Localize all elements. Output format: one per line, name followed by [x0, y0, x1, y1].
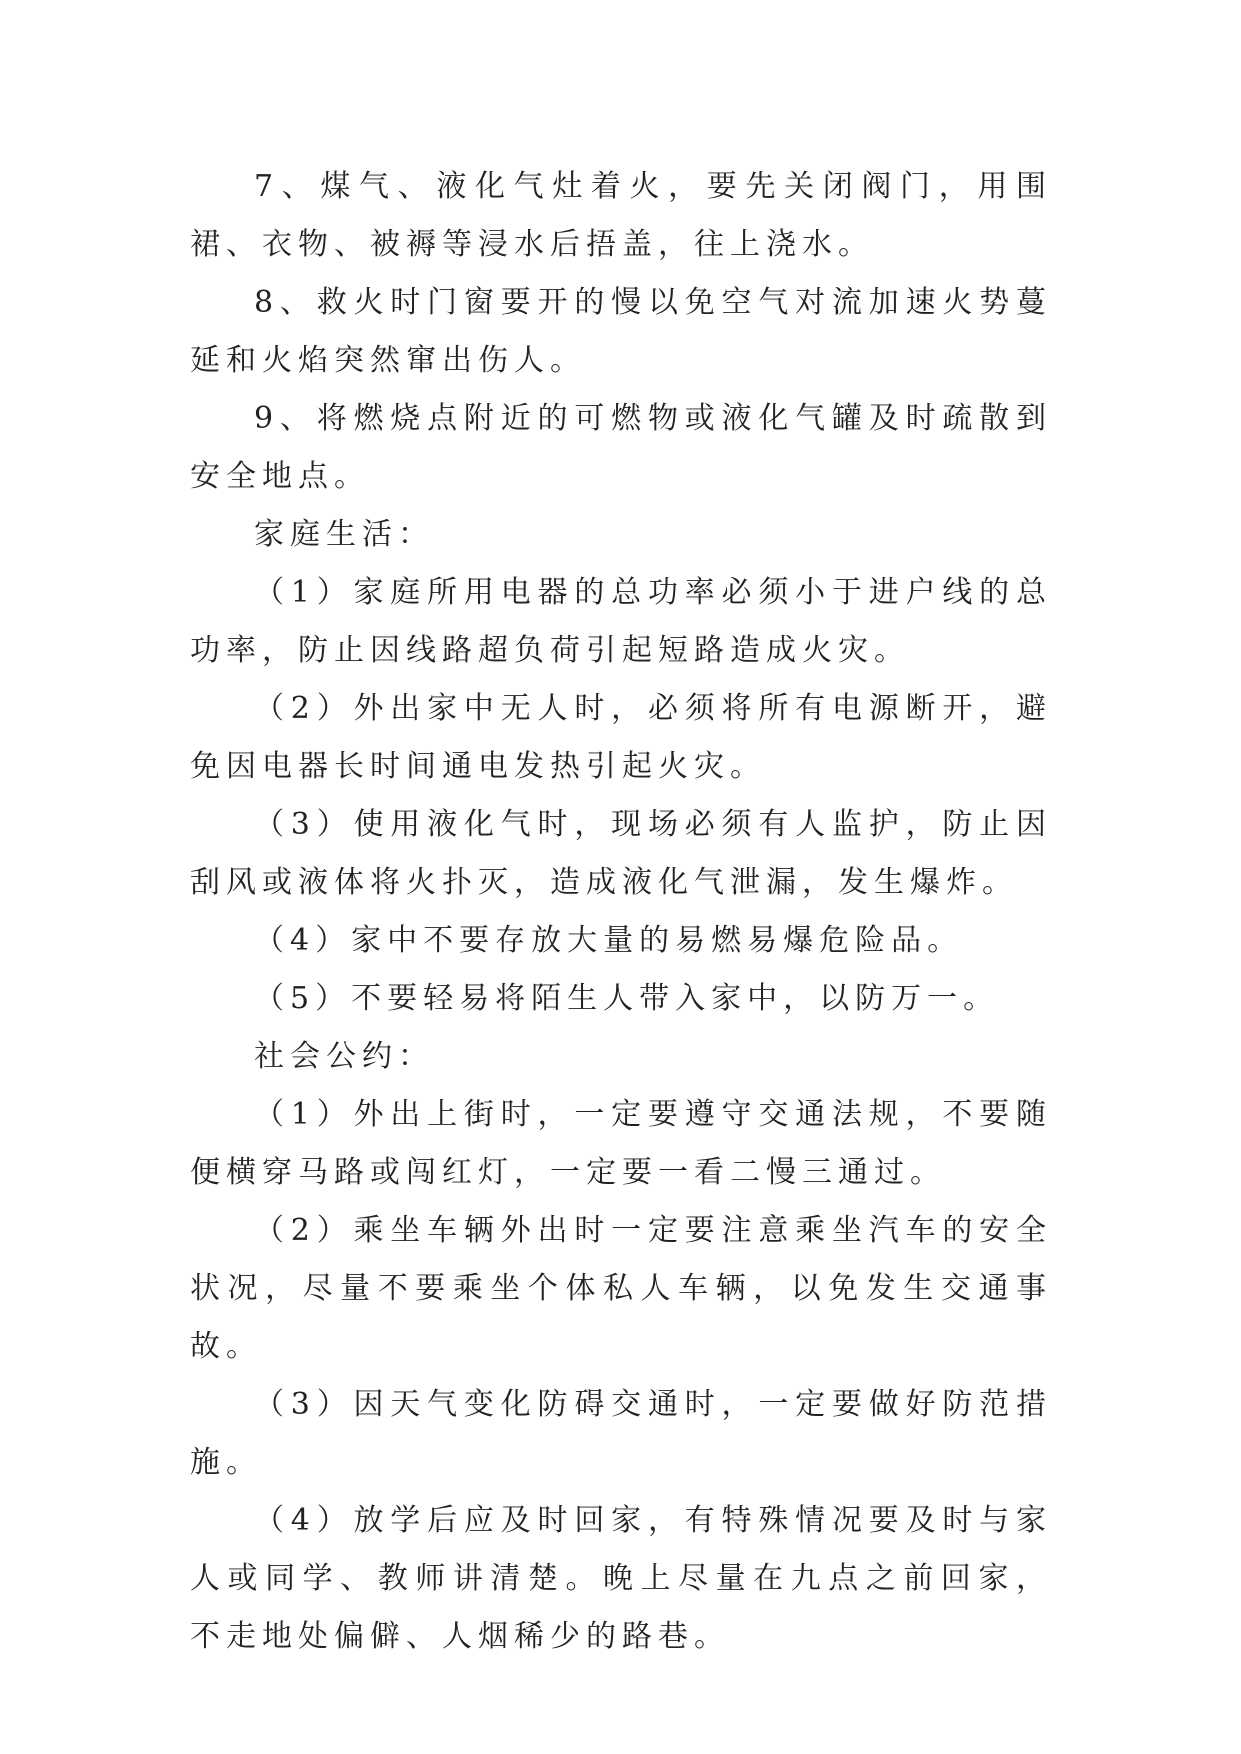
paragraph-home-5: （5）不要轻易将陌生人带入家中，以防万一。 — [254, 981, 1000, 1016]
paragraph-social-4: （4）放学后应及时回家，有特殊情况要及时与家人或同学、教师讲清楚。晚上尽量在九点之前回家，不走地处偏僻、人烟稀少的路巷。 — [190, 1503, 1052, 1654]
paragraph-social-1: （1）外出上街时，一定要遵守交通法规，不要随便横穿马路或闯红灯，一定要一看二慢三通过。 — [190, 1097, 1052, 1190]
paragraph-home-2: （2）外出家中无人时，必须将所有电源断开，避免因电器长时间通电发热引起火灾。 — [190, 691, 1052, 784]
paragraph-home-1: （1）家庭所用电器的总功率必须小于进户线的总功率，防止因线路超负荷引起短路造成火灾。 — [190, 575, 1052, 668]
paragraph-home-4: （4）家中不要存放大量的易燃易爆危险品。 — [254, 923, 964, 958]
paragraph-fire-doors-windows: 8、救火时门窗要开的慢以免空气对流加速火势蔓延和火焰突然窜出伤人。 — [190, 285, 1052, 378]
paragraph-fire-gas-stove: 7、煤气、液化气灶着火，要先关闭阀门，用围裙、衣物、被褥等浸水后捂盖，往上浇水。 — [190, 169, 1052, 262]
document-body — [190, 158, 1052, 1666]
paragraph-fire-evacuate-flammables: 9、将燃烧点附近的可燃物或液化气罐及时疏散到安全地点。 — [190, 401, 1052, 494]
paragraph-social-3: （3）因天气变化防碍交通时，一定要做好防范措施。 — [190, 1387, 1052, 1480]
paragraph-home-3: （3）使用液化气时，现场必须有人监护，防止因刮风或液体将火扑灭，造成液化气泄漏，发生爆炸。 — [190, 807, 1052, 900]
section-heading-home-life: 家庭生活： — [254, 517, 434, 552]
section-heading-social-rules: 社会公约： — [254, 1039, 434, 1074]
paragraph-social-2: （2）乘坐车辆外出时一定要注意乘坐汽车的安全状况，尽量不要乘坐个体私人车辆，以免发生交通事故。 — [190, 1213, 1052, 1364]
